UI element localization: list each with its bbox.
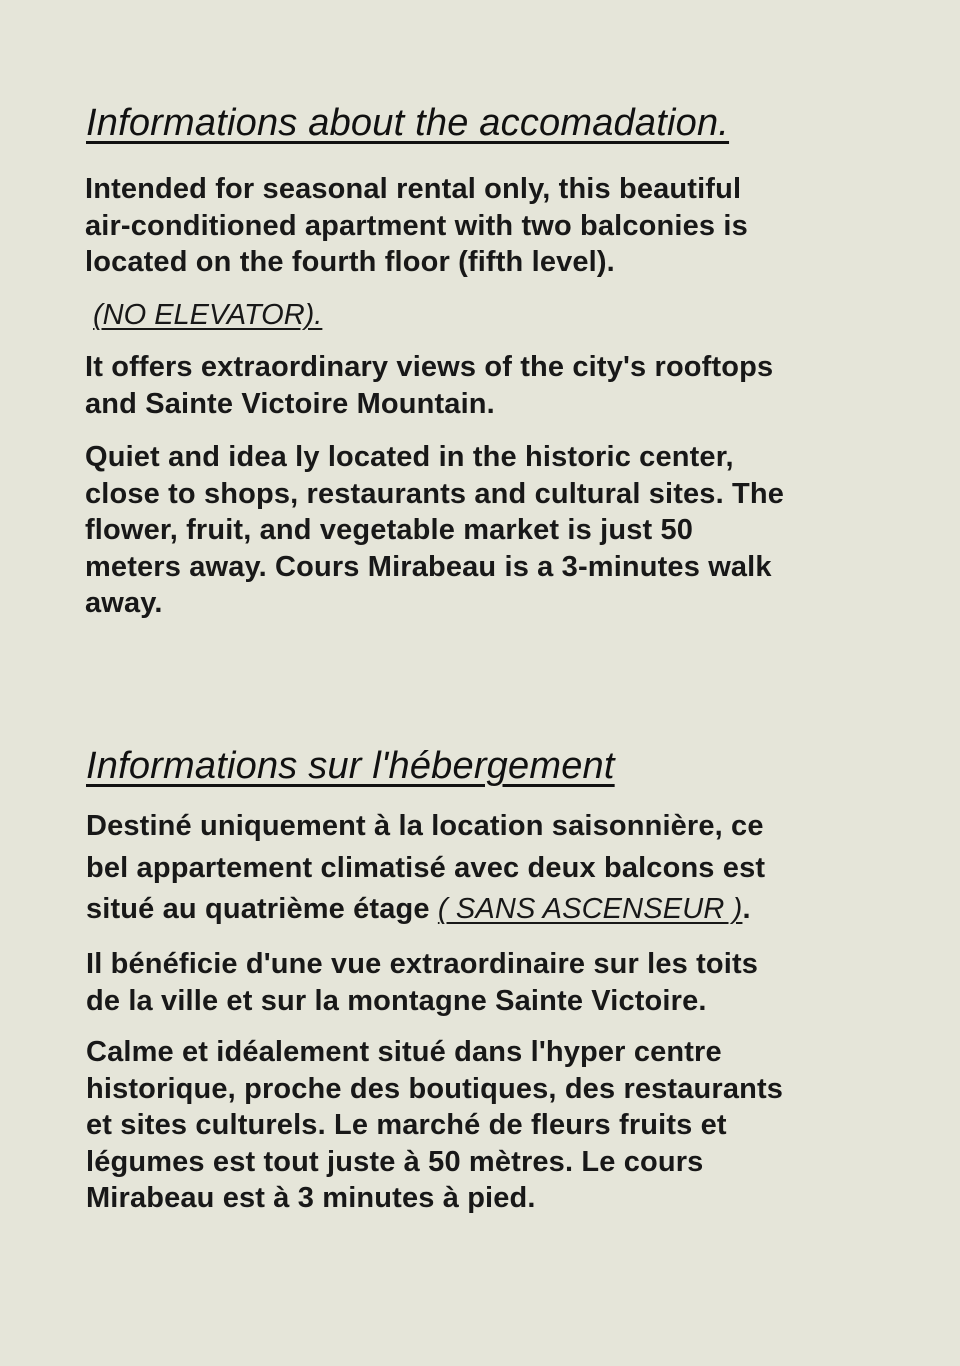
french-paragraph-2 — [86, 946, 886, 1019]
text-line: Quiet and idea ly located in the historic center, — [85, 441, 734, 473]
text-line: Intended for seasonal rental only, this beautiful — [85, 173, 742, 205]
text-line: Mirabeau est à 3 minutes à pied. — [86, 1182, 536, 1215]
french-paragraph-1 — [86, 806, 886, 931]
text-line: flower, fruit, and vegetable market is just 50 — [85, 514, 694, 547]
text-line: Calme et idéalement situé dans l'hyper centre — [86, 1036, 722, 1068]
english-paragraph-3 — [85, 439, 885, 622]
text-line: légumes est tout juste à 50 mètres. Le cours — [86, 1145, 704, 1178]
english-paragraph-1 — [85, 171, 885, 281]
text-line: historique, proche des boutiques, des restaurants — [86, 1072, 784, 1105]
english-paragraph-2 — [85, 349, 885, 422]
text-segment: . — [742, 893, 751, 925]
text-line: located on the fourth floor (fifth level). — [85, 246, 615, 279]
sans-ascenseur-note: ( SANS ASCENSEUR ) — [437, 893, 743, 925]
text-line: meters away. Cours Mirabeau is a 3-minutes walk — [85, 550, 772, 583]
text-line: It offers extraordinary views of the city's rooftops — [85, 351, 774, 383]
text-line: bel appartement climatisé avec deux balcons est — [86, 851, 766, 884]
english-heading: Informations about the accomadation. — [86, 102, 730, 144]
text-segment: situé au quatrième étage — [86, 893, 438, 925]
text-line: de la ville et sur la montagne Sainte Victoire. — [86, 984, 707, 1017]
text-line: air-conditioned apartment with two balconies is — [85, 209, 748, 242]
text-line: Il bénéficie d'une vue extraordinaire sur les toits — [86, 948, 759, 980]
text-line: et sites culturels. Le marché de fleurs fruits et — [86, 1109, 727, 1142]
french-heading: Informations sur l'hébergement — [86, 745, 615, 787]
text-line: away. — [85, 587, 163, 620]
text-line: close to shops, restaurants and cultural sites. The — [85, 477, 785, 510]
no-elevator-note: (NO ELEVATOR). — [93, 299, 323, 331]
text-line — [86, 889, 886, 931]
text-line: and Sainte Victoire Mountain. — [85, 387, 495, 420]
text-line: Destiné uniquement à la location saisonnière, ce — [86, 810, 764, 842]
french-paragraph-3 — [86, 1034, 886, 1217]
